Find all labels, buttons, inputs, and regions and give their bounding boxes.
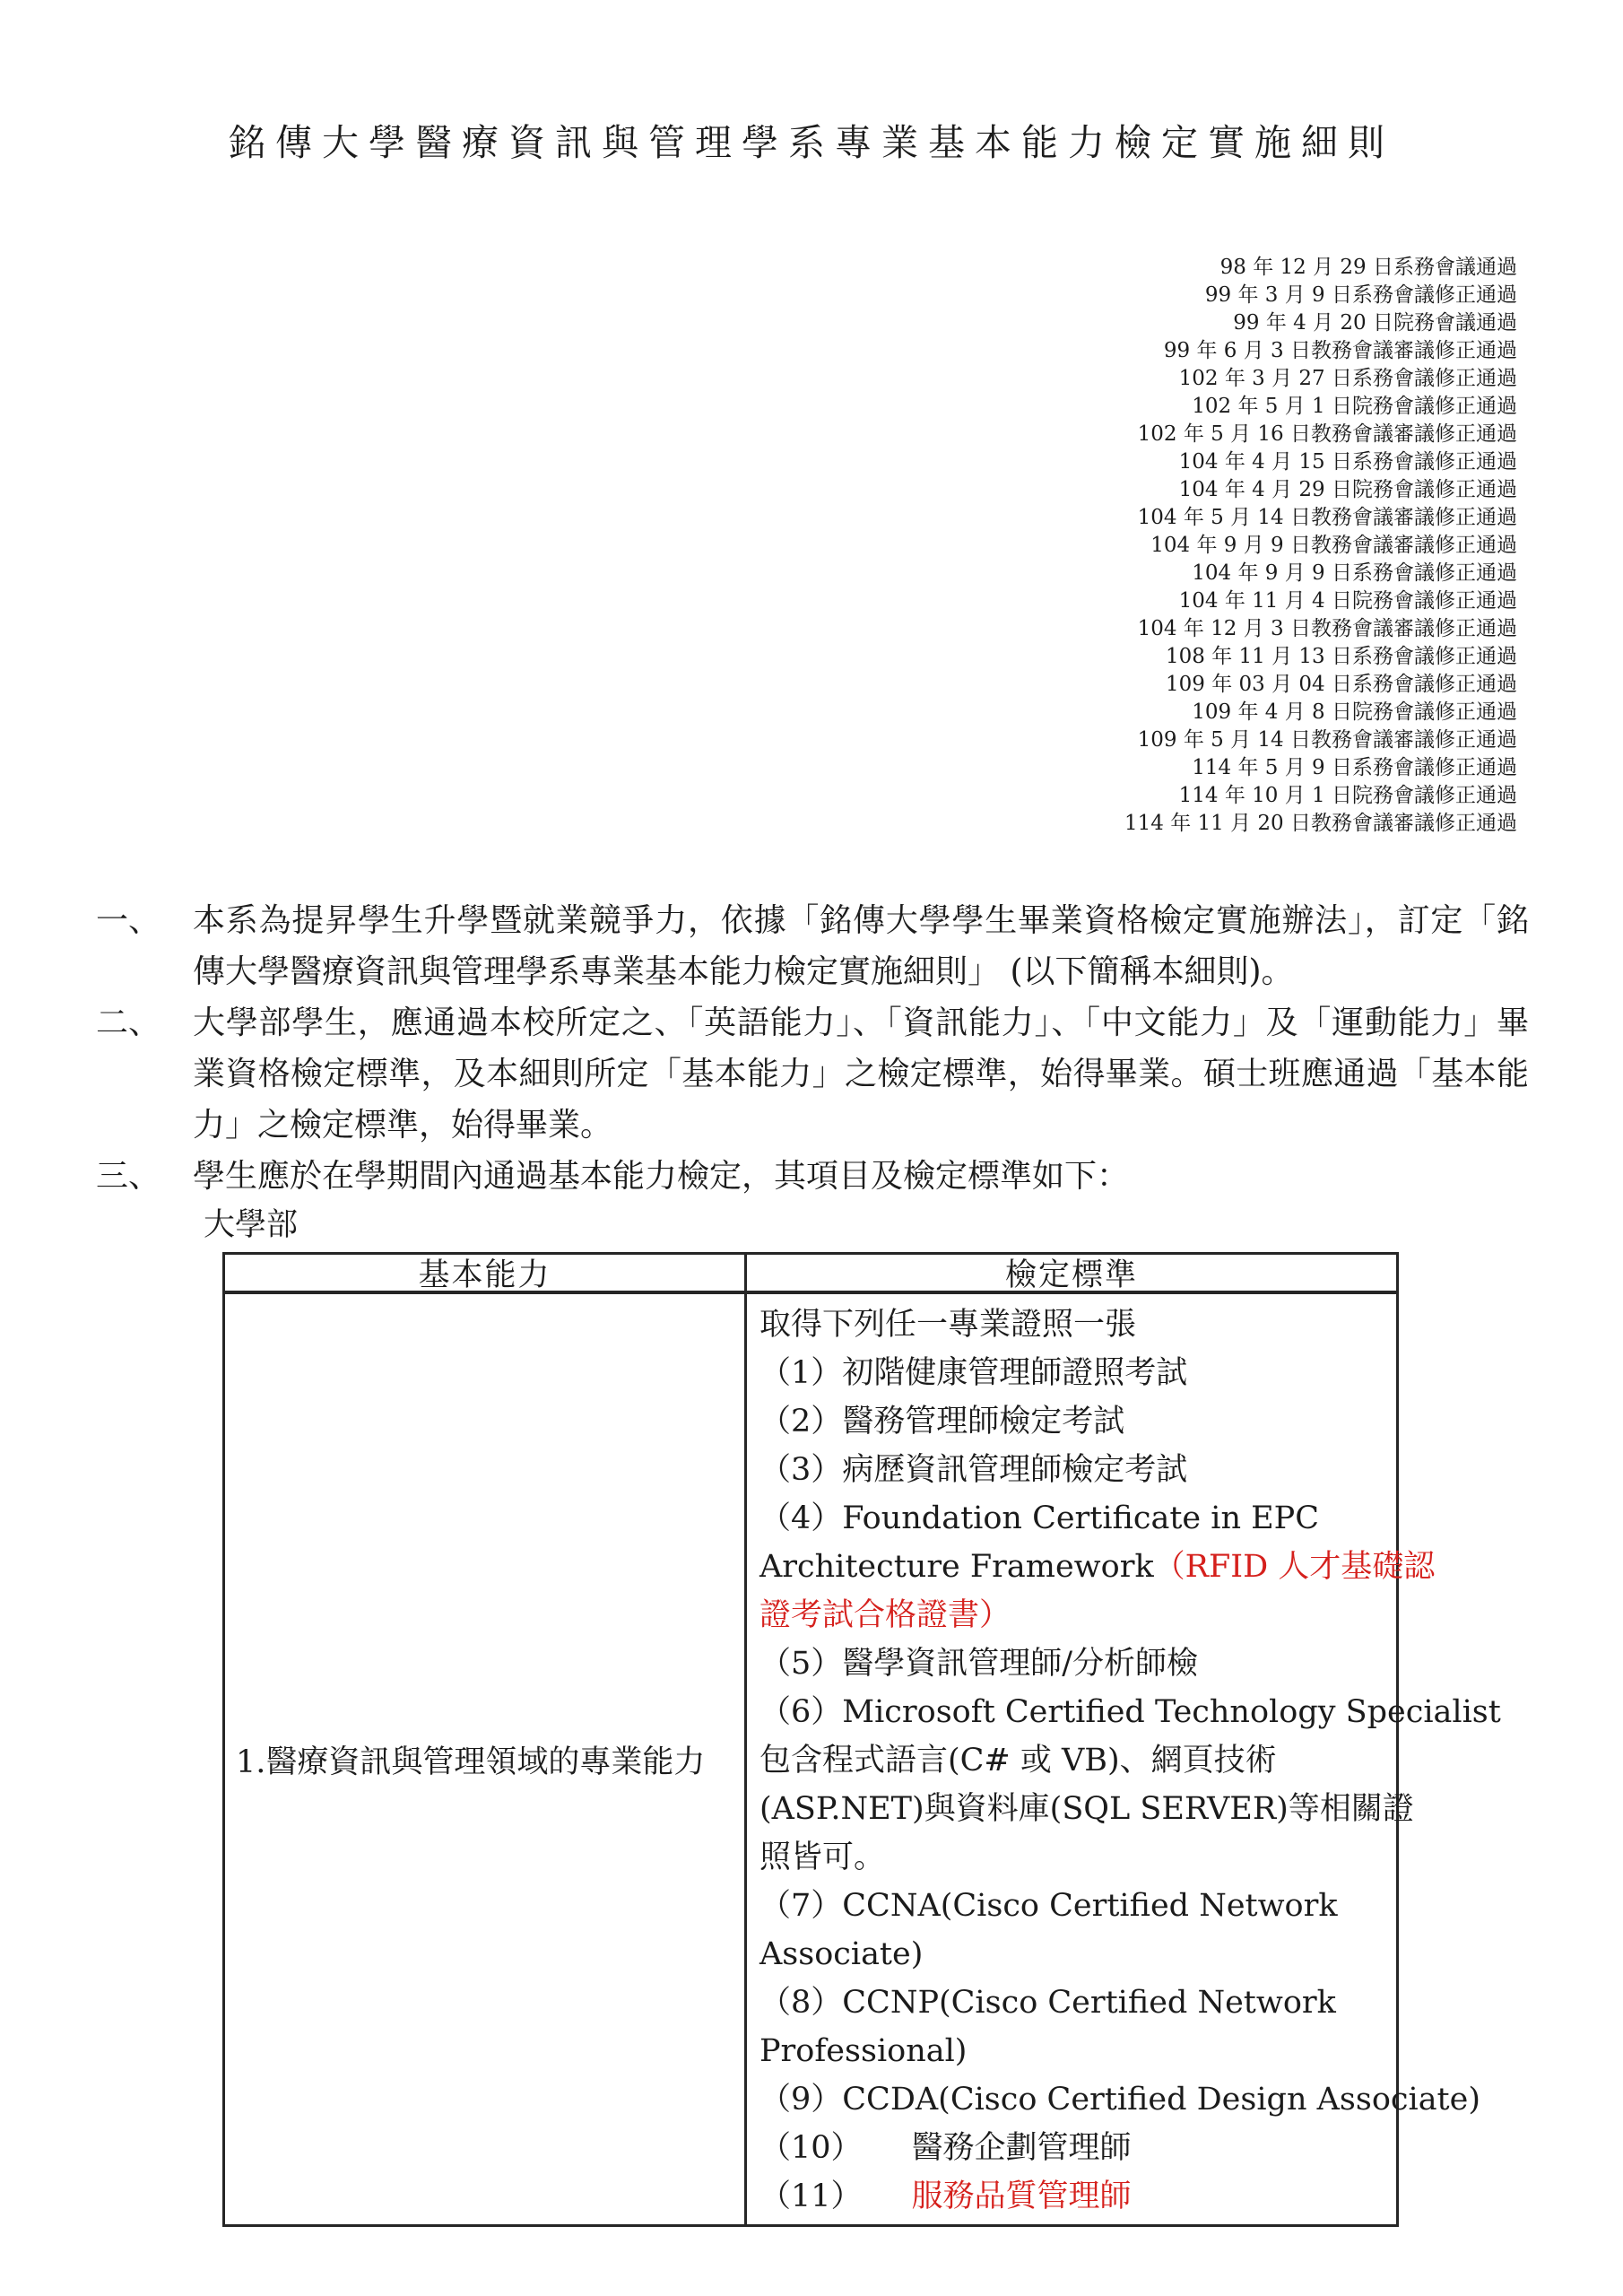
approval-item: 99 年 3 月 9 日系務會議修正通過 xyxy=(1204,283,1517,307)
criteria-text: （4）Foundation Certificate in EPC xyxy=(759,1500,1320,1536)
approval-item: 99 年 6 月 3 日教務會議審議修正通過 xyxy=(1163,339,1517,362)
criteria-text: 取得下列任一專業證照一張 xyxy=(759,1307,1137,1343)
approval-item: 109 年 03 月 04 日系務會議修正通過 xyxy=(1166,673,1517,696)
criteria-line xyxy=(759,1639,1501,1688)
criteria-text: (ASP.NET)與資料庫(SQL SERVER)等相關證 xyxy=(759,1791,1414,1827)
approval-history-list xyxy=(0,254,1517,838)
criteria-line xyxy=(759,1882,1501,1930)
approval-item: 104 年 9 月 9 日系務會議修正通過 xyxy=(1192,561,1517,585)
criteria-text-red: 服務品質管理師 xyxy=(911,2179,1132,2214)
criteria-line xyxy=(759,1688,1501,1736)
table-body-row xyxy=(225,1294,1501,2224)
article-3 xyxy=(96,1151,1529,1202)
approval-item: 109 年 5 月 14 日教務會議審議修正通過 xyxy=(1137,728,1517,752)
approval-item: 104 年 4 月 29 日院務會議修正通過 xyxy=(1178,478,1517,501)
section-label-undergraduate: 大學部 xyxy=(204,1207,299,1243)
article-2-marker: 二、 xyxy=(96,1004,161,1041)
ability-text: 1.醫療資訊與管理領域的專業能力 xyxy=(236,1744,706,1780)
criteria-item-number: （10） xyxy=(759,2130,863,2166)
criteria-text: 照皆可。 xyxy=(759,1839,886,1875)
criteria-text: （9）CCDA(Cisco Certified Design Associate) xyxy=(759,2082,1480,2118)
criteria-text: （8）CCNP(Cisco Certified Network xyxy=(759,1985,1336,2021)
criteria-line xyxy=(759,2172,1501,2221)
criteria-text: （2）醫務管理師檢定考試 xyxy=(759,1404,1125,1439)
criteria-text: 包含程式語言(C# 或 VB)、網頁技術 xyxy=(759,1743,1277,1779)
approval-item: 104 年 5 月 14 日教務會議審議修正通過 xyxy=(1137,506,1517,529)
article-3-marker: 三、 xyxy=(96,1158,161,1195)
criteria-text-red: 證考試合格證書） xyxy=(759,1597,1011,1633)
criteria-line xyxy=(759,2124,1501,2172)
criteria-line xyxy=(759,1543,1501,1591)
article-2 xyxy=(96,997,1529,1151)
approval-item: 102 年 3 月 27 日系務會議修正通過 xyxy=(1178,367,1517,390)
criteria-line xyxy=(759,2027,1501,2075)
criteria-text: （5）醫學資訊管理師/分析師檢 xyxy=(759,1646,1199,1682)
article-2-text: 大學部學生，應通過本校所定之、「英語能力」、「資訊能力」、「中文能力」及「運動能力」畢業資格檢定標準，及本細則所定「基本能力」之檢定標準，始得畢業。碩士班應通過「基本能力」之檢定標準，始得畢業。 xyxy=(193,1004,1529,1144)
criteria-text: Associate) xyxy=(759,1936,924,1972)
criteria-line xyxy=(759,1397,1501,1446)
criteria-cell xyxy=(747,1294,1510,2224)
approval-item: 108 年 11 月 13 日系務會議修正通過 xyxy=(1166,645,1517,668)
criteria-line xyxy=(759,1785,1501,1833)
ability-cell xyxy=(225,1294,747,2224)
table-header-row xyxy=(225,1255,1396,1294)
criteria-line xyxy=(759,1591,1501,1639)
criteria-line xyxy=(759,1349,1501,1397)
criteria-text: Professional) xyxy=(759,2033,968,2069)
criteria-line xyxy=(759,1979,1501,2027)
criteria-line xyxy=(759,1300,1501,1349)
capability-table xyxy=(222,1252,1501,2227)
criteria-item-number: （11） xyxy=(759,2179,863,2214)
approval-item: 102 年 5 月 16 日教務會議審議修正通過 xyxy=(1137,422,1517,446)
article-1 xyxy=(96,895,1529,997)
criteria-text: （3）病歷資訊管理師檢定考試 xyxy=(759,1452,1188,1488)
criteria-line xyxy=(759,2075,1501,2124)
approval-item: 114 年 10 月 1 日院務會議修正通過 xyxy=(1178,784,1517,807)
criteria-text-red: （RFID 人才基礎認 xyxy=(1153,1549,1436,1585)
criteria-line xyxy=(759,1494,1501,1543)
approval-item: 102 年 5 月 1 日院務會議修正通過 xyxy=(1192,395,1517,418)
articles-section xyxy=(0,895,1623,1202)
document-page xyxy=(0,113,1623,2296)
criteria-text: Architecture Framework xyxy=(759,1549,1154,1585)
criteria-line xyxy=(759,1736,1501,1785)
approval-item: 104 年 11 月 4 日院務會議修正通過 xyxy=(1178,589,1517,613)
approval-item: 114 年 5 月 9 日系務會議修正通過 xyxy=(1192,756,1517,779)
approval-item: 104 年 12 月 3 日教務會議審議修正通過 xyxy=(1137,617,1517,640)
table-header-criteria: 檢定標準 xyxy=(1004,1257,1138,1293)
criteria-text: （6）Microsoft Certified Technology Specialist xyxy=(759,1694,1501,1730)
criteria-text: （1）初階健康管理師證照考試 xyxy=(759,1355,1188,1391)
table-header-basic-ability: 基本能力 xyxy=(225,1255,747,1291)
criteria-line xyxy=(759,1446,1501,1494)
approval-item: 114 年 11 月 20 日教務會議審議修正通過 xyxy=(1124,812,1517,835)
criteria-line xyxy=(759,1833,1501,1882)
approval-item: 109 年 4 月 8 日院務會議修正通過 xyxy=(1192,700,1517,724)
article-3-text: 學生應於在學期間內通過基本能力檢定，其項目及檢定標準如下： xyxy=(193,1158,1130,1195)
approval-item: 99 年 4 月 20 日院務會議通過 xyxy=(1233,311,1517,335)
criteria-text: （7）CCNA(Cisco Certified Network xyxy=(759,1888,1338,1924)
article-1-marker: 一、 xyxy=(96,902,161,939)
criteria-text: 醫務企劃管理師 xyxy=(911,2130,1132,2166)
approval-item: 98 年 12 月 29 日系務會議通過 xyxy=(1219,256,1517,279)
criteria-line xyxy=(759,1930,1501,1979)
approval-item: 104 年 9 月 9 日教務會議審議修正通過 xyxy=(1150,534,1517,557)
article-1-text: 本系為提昇學生升學暨就業競爭力，依據「銘傳大學學生畢業資格檢定實施辦法」，訂定「銘傳大學醫療資訊與管理學系專業基本能力檢定實施細則」 (以下簡稱本細則)。 xyxy=(193,902,1529,990)
approval-item: 104 年 4 月 15 日系務會議修正通過 xyxy=(1178,450,1517,474)
page-title: 銘傳大學醫療資訊與管理學系專業基本能力檢定實施細則 xyxy=(229,121,1394,164)
